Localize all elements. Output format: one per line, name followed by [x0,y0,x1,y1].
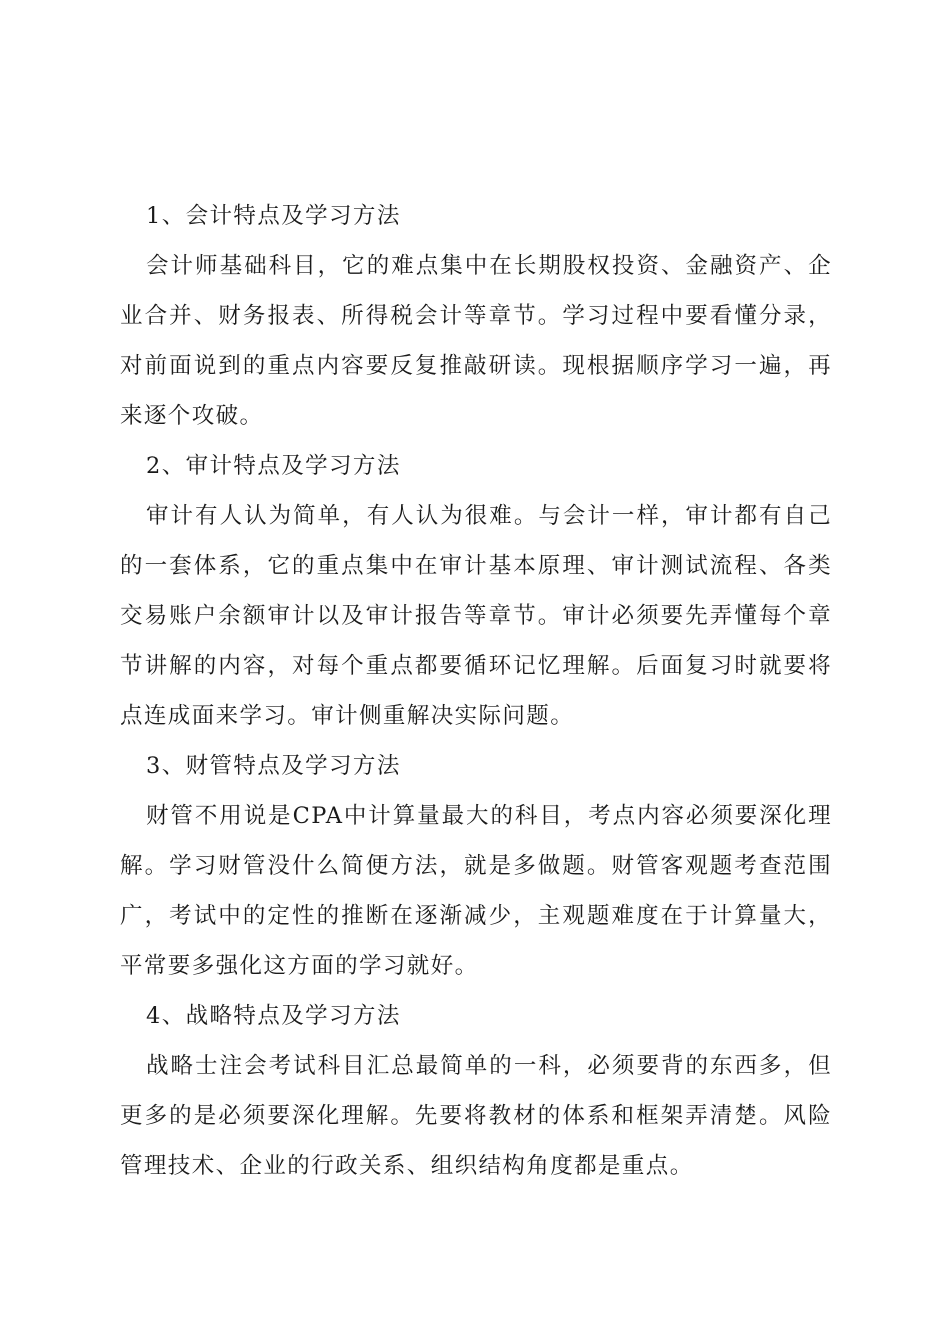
section-paragraph-accounting: 会计师基础科目，它的难点集中在长期股权投资、金融资产、企业合并、财务报表、所得税会计等章节。学习过程中要看懂分录，对前面说到的重点内容要反复推敲研读。现根据顺序学习一遍，再来逐个攻破。 [120,253,832,429]
section-paragraph-strategy: 战略士注会考试科目汇总最简单的一科，必须要背的东西多，但更多的是必须要深化理解。先要将教材的体系和框架弄清楚。风险管理技术、企业的行政关系、组织结构角度都是重点。 [120,1053,832,1179]
section-heading-accounting: 1、会计特点及学习方法 [146,203,401,229]
section-paragraph-finance: 财管不用说是CPA中计算量最大的科目，考点内容必须要深化理解。学习财管没什么简便方法，就是多做题。财管客观题考查范围广，考试中的定性的推断在逐渐减少，主观题难度在于计算量大，平常要多强化这方面的学习就好。 [120,803,832,979]
section-heading-strategy: 4、战略特点及学习方法 [146,1003,401,1029]
section-paragraph-audit: 审计有人认为简单，有人认为很难。与会计一样，审计都有自己的一套体系，它的重点集中在审计基本原理、审计测试流程、各类交易账户余额审计以及审计报告等章节。审计必须要先弄懂每个章节讲解的内容，对每个重点都要循环记忆理解。后面复习时就要将点连成面来学习。审计侧重解决实际问题。 [120,503,832,729]
section-heading-finance: 3、财管特点及学习方法 [146,753,401,779]
document-body [120,191,832,1191]
section-heading-audit: 2、审计特点及学习方法 [146,453,401,479]
